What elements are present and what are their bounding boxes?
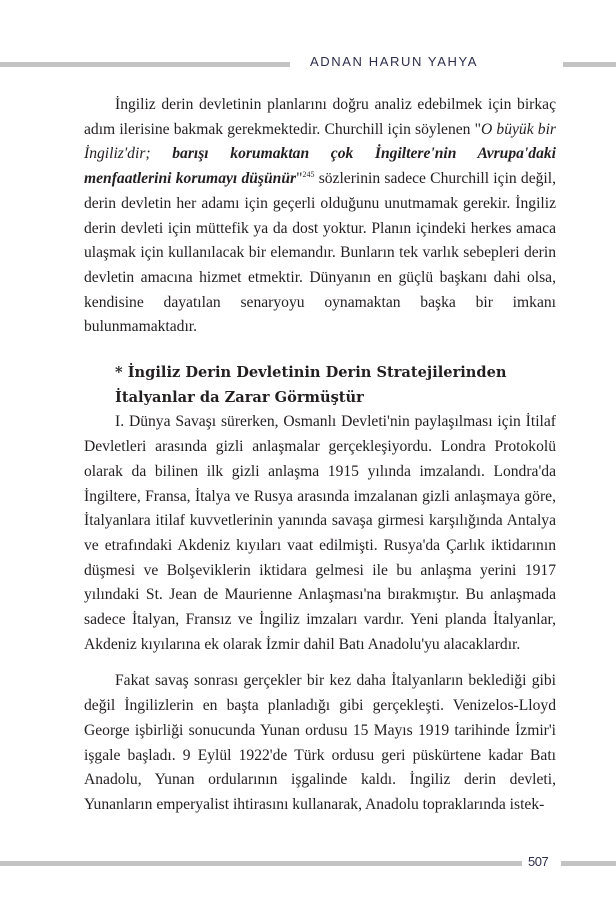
quote-close: " (296, 170, 303, 188)
quote-italic: O büyük bir İngiliz'dir; (84, 120, 556, 163)
page-number: 507 (528, 854, 549, 869)
footer-rule-right (561, 861, 616, 866)
paragraph-1-rest: sözlerinin sadece Churchill için değil, derin devletin her adamı için geçerli olduğunu unutmamak gerekir. İngiliz derin devleti için müttefik ya da dost yoktur. Planın içindeki herkes amaca ulaşmak için kullanılacak bir elemandır. Bunların tek varlık sebepleri derin devletin amacına hizmet etmektir. Dünyanın en güçlü başkanı dahi olsa, kendisine dayatılan senaryoyu oynamaktan başka bir imkanı bulunmamaktadır. (84, 170, 556, 336)
header-rule-left (0, 62, 290, 67)
header-rule-right (563, 62, 616, 67)
footnote-ref: 245 (302, 169, 315, 179)
paragraph-1-intro: İngiliz derin devletinin planlarını doğru analiz edebilmek için birkaç adım ilerisine bakmak gerekmektedir. Churchill için söylenen " (84, 96, 556, 138)
footer-rule-left (0, 861, 522, 866)
quote-bold-italic: barışı korumaktan çok İngiltere'nin Avrupa'daki menfaatlerini korumayı düşünür (84, 145, 557, 188)
page-body (84, 93, 556, 818)
paragraph-1 (84, 93, 556, 340)
section-heading: * İngiliz Derin Devletinin Derin Stratejilerinden İtalyanlar da Zarar Görmüştür (115, 364, 507, 406)
paragraph-2: I. Dünya Savaşı sürerken, Osmanlı Devleti'nin paylaşılması için İtilaf Devletleri arasında gizli anlaşmalar gerçekleşiyordu. Londra Protokolü olarak da bilinen ilk gizli anlaşma 1915 yılında imzalandı. Londra'da İngiltere, Fransa, İtalya ve Rusya arasında imzalanan gizli anlaşmaya göre, İtalyanlara itilaf kuvvetlerinin yanında savaşa girmesi karşılığında Antalya ve etrafındaki Akdeniz kıyıları vaat edilmişti. Rusya'da Çarlık iktidarının düşmesi ve Bolşeviklerin iktidara gelmesi ile bu anlaşma yerini 1917 yılındaki St. Jean de Maurienne Anlaşması'na bırakmıştır. Bu anlaşmada sadece İtalyan, Fransız ve İngiliz imzaları vardır. Yeni planda İtalyanlar, Akdeniz kıyılarına ek olarak İzmir dahil Batı Anadolu'yu alacaklardır. (84, 413, 556, 653)
paragraph-3: Fakat savaş sonrası gerçekler bir kez daha İtalyanların beklediği gibi değil İngilizlerin en başta planladığı gibi gerçekleşti. Venizelos-Lloyd George işbirliği sonucunda Yunan ordusu 15 Mayıs 1919 tarihinde İzmir'i işgale başladı. 9 Eylül 1922'de Türk ordusu geri püskürtene kadar Batı Anadolu, Yunan ordularının işgalinde kaldı. İngiliz derin devleti, Yunanların emperyalist ihtirasını kullanarak, Anadolu topraklarında istek- (84, 672, 556, 813)
running-header-title: ADNAN HARUN YAHYA (310, 54, 479, 69)
